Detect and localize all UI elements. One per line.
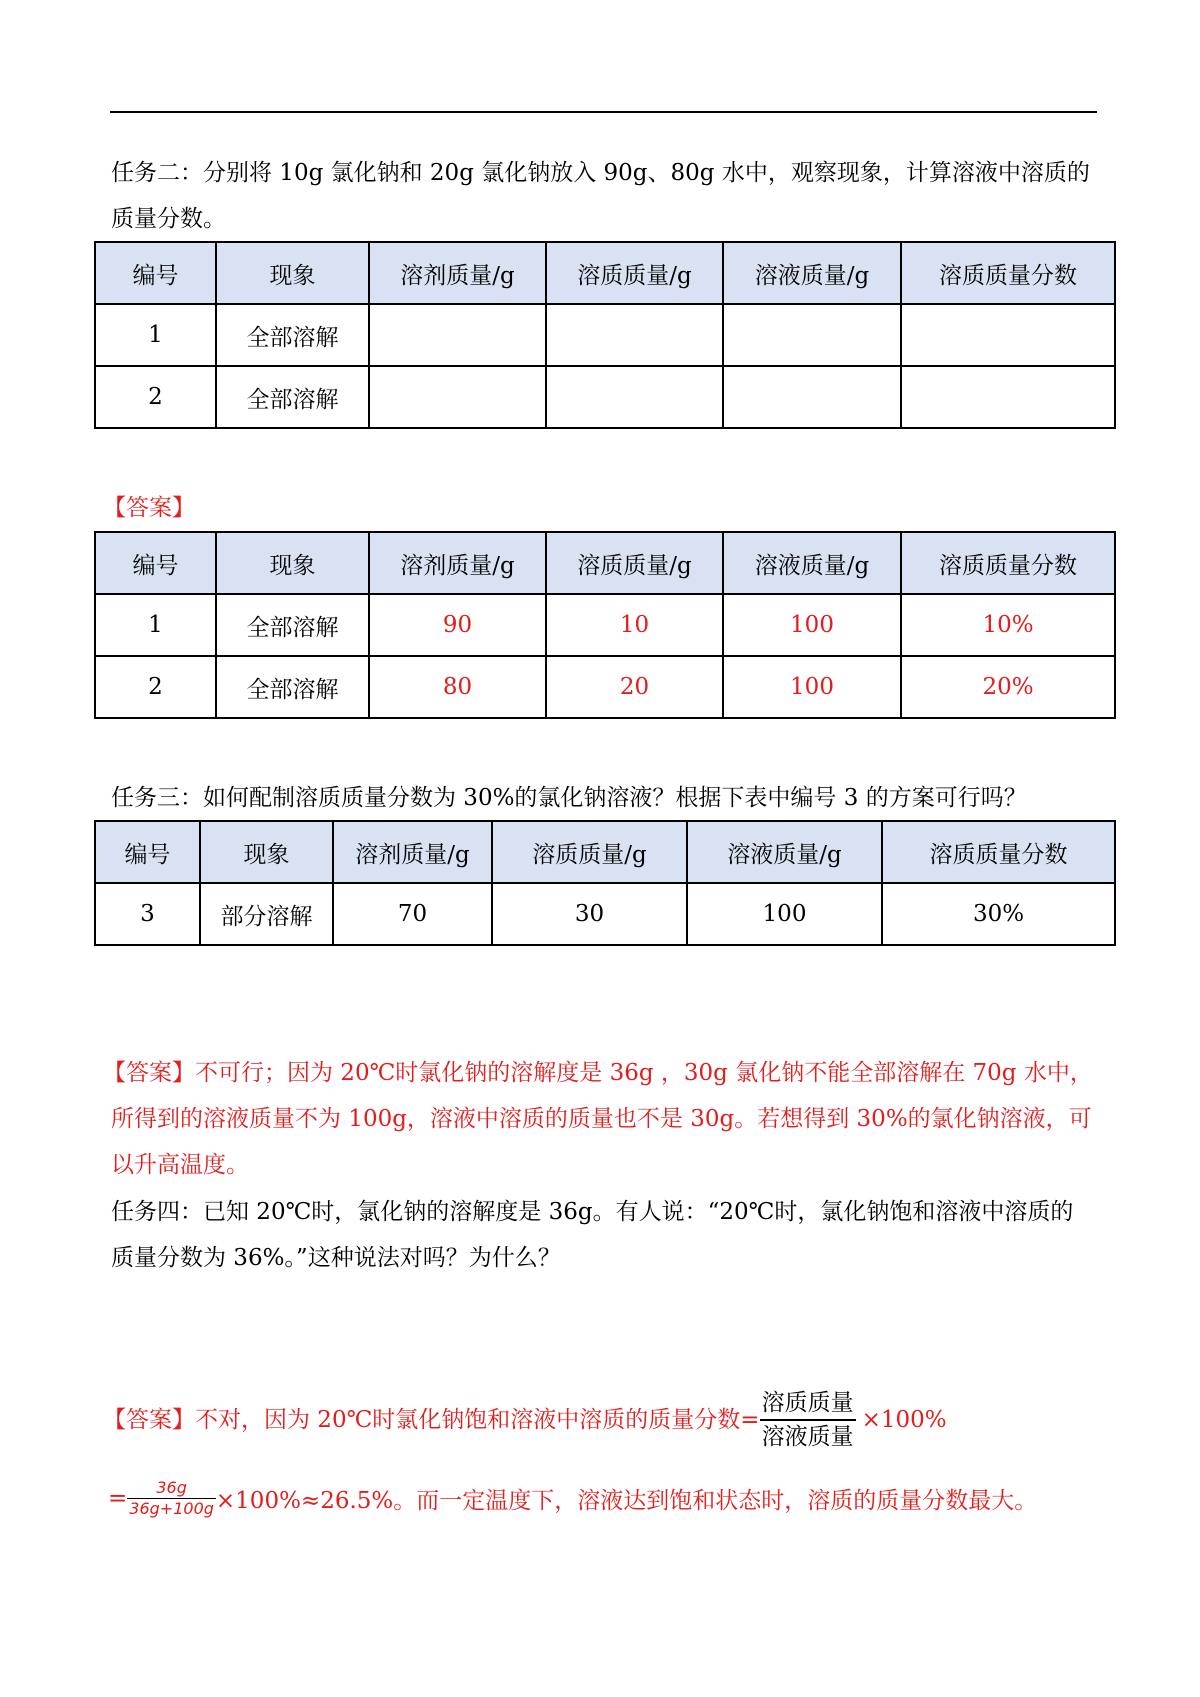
header-cell: 编号	[95, 821, 200, 883]
table-row	[95, 656, 1115, 718]
header-cell: 溶质质量分数	[901, 532, 1115, 594]
task3-table	[94, 820, 1116, 946]
answer1-tag	[103, 485, 1093, 531]
answer3-line2	[108, 1478, 1108, 1519]
task4-line2: 质量分数为 36%。”这种说法对吗？为什么？	[111, 1245, 561, 1271]
cell-solvent: 70	[333, 883, 492, 945]
header-cell: 编号	[95, 532, 216, 594]
answer3-result: ×100%≈26.5%。而一定温度下，溶液达到饱和状态时，溶质的质量分数最大。	[215, 1488, 1038, 1514]
task3-text	[111, 775, 1101, 821]
cell-solution: 100	[723, 594, 901, 656]
task2-line2: 质量分数。	[111, 206, 226, 232]
answer3-times: ×100%	[861, 1407, 947, 1433]
table-row	[95, 366, 1115, 428]
header-cell: 溶质质量分数	[882, 821, 1115, 883]
header-cell: 溶剂质量/g	[369, 532, 546, 594]
table-header-row	[95, 242, 1115, 304]
numeric-fraction	[127, 1478, 216, 1519]
header-cell: 现象	[216, 532, 369, 594]
answer3-eq: =	[108, 1485, 128, 1512]
header-cell: 溶液质量/g	[723, 242, 901, 304]
header-cell: 溶质质量/g	[492, 821, 687, 883]
cell-phenomenon: 部分溶解	[200, 883, 333, 945]
table-row	[95, 594, 1115, 656]
header-cell: 溶液质量/g	[723, 532, 901, 594]
answer2-line2: 所得到的溶液质量不为 100g，溶液中溶质的质量也不是 30g。若想得到 30%的氯化钠溶液，可	[111, 1106, 1092, 1132]
cell-empty	[901, 304, 1115, 366]
cell-no: 1	[95, 594, 216, 656]
cell-empty	[546, 304, 723, 366]
header-cell: 溶质质量分数	[901, 242, 1115, 304]
answer-tag: 【答案】	[103, 1060, 195, 1086]
fraction-denominator: 36g+100g	[129, 1499, 214, 1518]
cell-solvent: 80	[369, 656, 546, 718]
formula-fraction	[760, 1387, 856, 1453]
header-cell: 溶质质量/g	[546, 242, 723, 304]
answer3-line1	[103, 1387, 1103, 1453]
answer2-text	[103, 1050, 1103, 1188]
table-row	[95, 304, 1115, 366]
cell-no: 2	[95, 656, 216, 718]
cell-solute: 30	[492, 883, 687, 945]
answer1-table	[94, 531, 1116, 719]
fraction-denominator: 溶液质量	[761, 1424, 854, 1450]
cell-phenomenon: 全部溶解	[216, 594, 369, 656]
header-cell: 编号	[95, 242, 216, 304]
task4-line1: 任务四：已知 20℃时，氯化钠的溶解度是 36g。有人说：“20℃时，氯化钠饱和溶液中溶质的	[111, 1199, 1074, 1225]
task4-text	[111, 1189, 1101, 1281]
cell-fraction: 30%	[882, 883, 1115, 945]
cell-empty	[369, 304, 546, 366]
answer-tag: 【答案】	[103, 495, 195, 521]
cell-no: 1	[95, 304, 216, 366]
cell-empty	[901, 366, 1115, 428]
fraction-numerator: 36g	[127, 1478, 216, 1499]
cell-no: 2	[95, 366, 216, 428]
cell-solute: 10	[546, 594, 723, 656]
cell-no: 3	[95, 883, 200, 945]
cell-empty	[546, 366, 723, 428]
task2-line1: 任务二：分别将 10g 氯化钠和 20g 氯化钠放入 90g、80g 水中，观察现象，计算溶液中溶质的	[111, 160, 1090, 186]
cell-fraction: 10%	[901, 594, 1115, 656]
cell-solvent: 90	[369, 594, 546, 656]
header-rule	[110, 111, 1097, 113]
answer2-line1: 不可行；因为 20℃时氯化钠的溶解度是 36g ，30g 氯化钠不能全部溶解在 70g 水中，	[195, 1060, 1093, 1086]
cell-phenomenon: 全部溶解	[216, 366, 369, 428]
answer-tag: 【答案】	[103, 1407, 195, 1433]
cell-solution: 100	[687, 883, 882, 945]
table-row	[95, 883, 1115, 945]
answer3-text: 不对，因为 20℃时氯化钠饱和溶液中溶质的质量分数=	[195, 1407, 760, 1433]
cell-phenomenon: 全部溶解	[216, 656, 369, 718]
answer2-line3: 以升高温度。	[111, 1152, 249, 1178]
cell-solute: 20	[546, 656, 723, 718]
cell-fraction: 20%	[901, 656, 1115, 718]
cell-phenomenon: 全部溶解	[216, 304, 369, 366]
table-header-row	[95, 532, 1115, 594]
header-cell: 溶剂质量/g	[369, 242, 546, 304]
header-cell: 现象	[200, 821, 333, 883]
task3-line: 任务三：如何配制溶质质量分数为 30%的氯化钠溶液？根据下表中编号 3 的方案可行吗？	[111, 785, 1027, 811]
fraction-numerator: 溶质质量	[760, 1387, 856, 1421]
task2-table	[94, 241, 1116, 429]
header-cell: 溶液质量/g	[687, 821, 882, 883]
table-header-row	[95, 821, 1115, 883]
cell-solution: 100	[723, 656, 901, 718]
header-cell: 现象	[216, 242, 369, 304]
cell-empty	[723, 366, 901, 428]
cell-empty	[369, 366, 546, 428]
cell-empty	[723, 304, 901, 366]
task2-text	[111, 150, 1101, 242]
header-cell: 溶质质量/g	[546, 532, 723, 594]
header-cell: 溶剂质量/g	[333, 821, 492, 883]
